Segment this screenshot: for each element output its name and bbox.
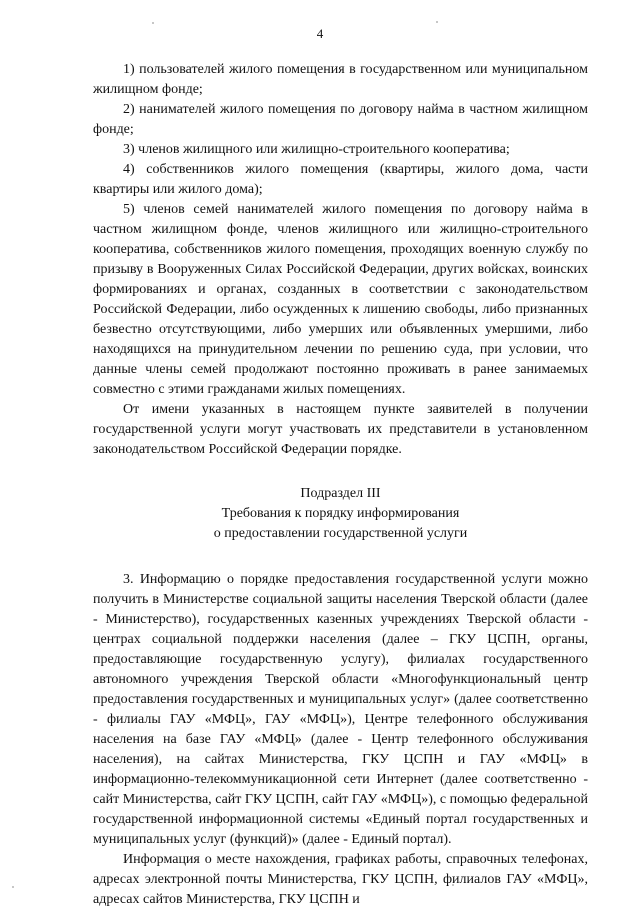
list-item-2: 2) нанимателей жилого помещения по договору найма в частном жилищном фонде; bbox=[93, 102, 588, 137]
scan-speck bbox=[436, 21, 438, 23]
list-item-5: 5) членов семей нанимателей жилого помещения по договору найма в частном жилищном фонде, членов жилищного или жилищно-строительного кооператива, собственников жилого помещения, проходящих военную службу по призыву в Вооруженных Силах Российской Федерации, других войсках, воинских формированиях и органах, созданных в соответствии с законодательством Российской Федерации, либо осужденных к лишению свободы, либо признанных безвестно отсутствующими, либо умерших или объявленных умершими, либо находящихся на принудительном лечении по решению суда, при условии, что данные члены семей продолжают постоянно проживать в ранее занимаемых совместно с этими гражданами жилых помещениях. bbox=[93, 202, 588, 397]
representatives-paragraph: От имени указанных в настоящем пункте заявителей в получении государственной услуги могут участвовать их представители в установленном законодательством Российской Федерации порядке. bbox=[93, 402, 588, 457]
subsection-title-line-1: Требования к порядку информирования bbox=[221, 506, 460, 521]
subsection-number: Подраздел III bbox=[300, 486, 381, 501]
list-item-4: 4) собственников жилого помещения (квартиры, жилого дома, части квартиры или жилого дома); bbox=[93, 162, 588, 197]
scan-speck bbox=[152, 22, 154, 24]
paragraph-info: Информация о месте нахождения, графиках работы, справочных телефонах, адресах электронной почты Министерства, ГКУ ЦСПН, филиалов ГАУ «МФЦ», адресах сайтов Министерства, ГКУ ЦСПН и bbox=[93, 852, 588, 907]
list-item-1: 1) пользователей жилого помещения в государственном или муниципальном жилищном фонде; bbox=[93, 62, 588, 97]
scan-speck bbox=[12, 886, 14, 888]
subsection-title-line-2: о предоставлении государственной услуги bbox=[213, 526, 468, 541]
list-item-3: 3) членов жилищного или жилищно-строительного кооператива; bbox=[123, 142, 510, 157]
document-body bbox=[93, 60, 588, 910]
page-number: 4 bbox=[316, 26, 324, 41]
paragraph-3: 3. Информацию о порядке предоставления государственной услуги можно получить в Министерстве социальной защиты населения Тверской области (далее - Министерство), государственных казенных учреждениях Тверской области - центрах социальной поддержки населения (далее – ГКУ ЦСПН, органы, предоставляющие государственную услугу), филиалах государственного автономного учреждения Тверской области «Многофункциональный центр предоставления государственных и муниципальных услуг» (далее соответственно - филиалы ГАУ «МФЦ», ГАУ «МФЦ»), Центре телефонного обслуживания населения на базе ГАУ «МФЦ» (далее - Центр телефонного обслуживания населения), на сайтах Министерства, ГКУ ЦСПН и ГАУ «МФЦ» в информационно-телекоммуникационной сети Интернет (далее соответственно - сайт Министерства, сайт ГКУ ЦСПН, сайт ГАУ «МФЦ»), с помощью федеральной государственной информационной системы «Единый портал государственных и муниципальных услуг (функций)» (далее - Единый портал). bbox=[93, 572, 588, 847]
